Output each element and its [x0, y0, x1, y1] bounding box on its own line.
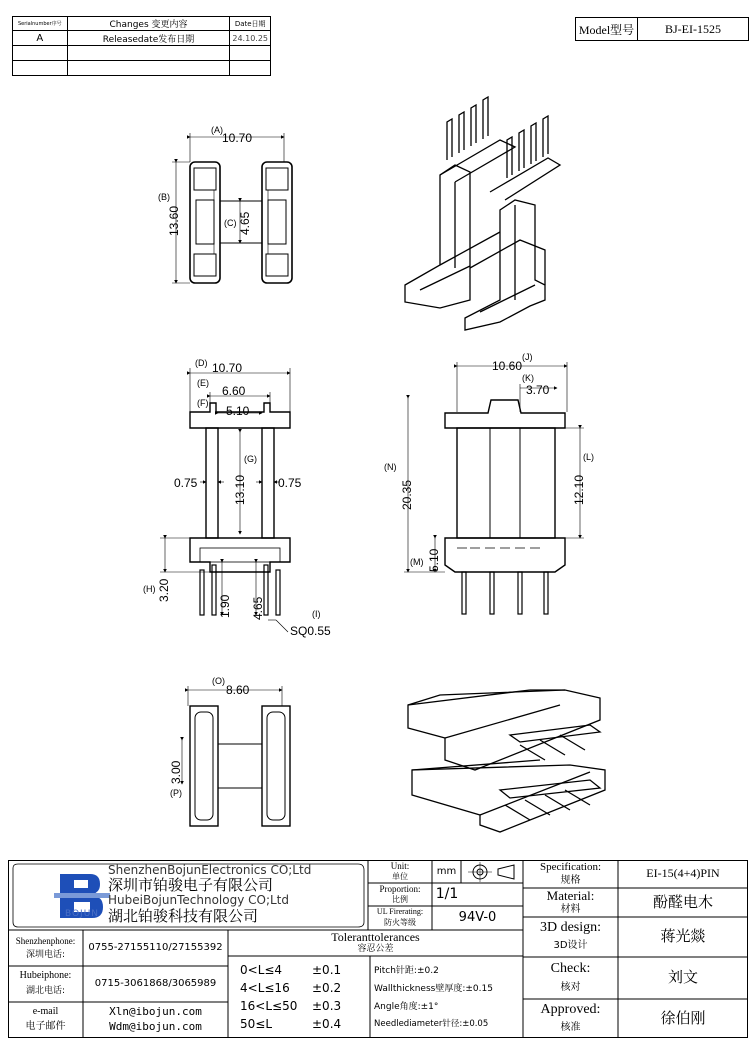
tol-range: 0<L≤4: [240, 963, 283, 978]
dim-C-value: 4.65: [238, 211, 252, 235]
side-view: [404, 362, 584, 614]
design-value: 蒋光燚: [660, 927, 706, 946]
model-label: Model型号: [576, 18, 638, 40]
dim-D-value: 10.70: [212, 361, 243, 375]
material-label-en: Material:: [546, 887, 595, 903]
title-block: [8, 860, 748, 1038]
dim-J-value: 10.60: [492, 359, 523, 373]
rev-header-date: Date日期: [230, 17, 271, 31]
isometric-view-top: [405, 97, 560, 330]
proportion-label-en: Proportion:: [379, 883, 421, 894]
rev-row-date: 24.10.25: [230, 31, 271, 46]
fire-value: 94V-0: [458, 909, 497, 925]
material-value: 酚醛电木: [652, 892, 713, 911]
email-label-en: e-mail: [32, 1006, 59, 1018]
dim-F-label: (F): [197, 398, 209, 408]
dim-F-value: 5.10: [226, 404, 250, 418]
approved-value: 徐伯刚: [660, 1008, 706, 1027]
sz-phone-label-en: Shenzhenphone:: [15, 935, 76, 946]
dim-H-label: (H): [143, 584, 156, 594]
dim-M-label: (M): [410, 557, 424, 567]
isometric-view-bottom: [408, 690, 605, 832]
rev-row-change: Releasedate发布日期: [67, 31, 230, 46]
email-label-cn: 电子邮件: [25, 1021, 66, 1033]
dim-G-label: (G): [244, 454, 257, 464]
dim-wall-right: 0.75: [278, 476, 302, 490]
design-label-cn: 3D设计: [553, 940, 588, 952]
unit-label-cn: 单位: [392, 872, 408, 882]
fire-label-cn: 防火等级: [384, 918, 416, 928]
dim-B-label: (B): [158, 192, 170, 202]
dim-P-label: (P): [170, 788, 182, 798]
dim-C-label: (C): [224, 218, 237, 228]
fire-label-en: UL Firerating:: [376, 907, 424, 917]
approved-label-en: Approved:: [540, 1001, 601, 1017]
hb-phone-label-en: Hubeiphone:: [19, 970, 72, 982]
tol-range: 4<L≤16: [240, 981, 290, 996]
tolerance-title-en: Toleranttolerances: [331, 929, 420, 944]
dim-J-label: (J): [522, 352, 533, 362]
email-2: Wdm@ibojun.com: [109, 1019, 202, 1033]
approved-label-cn: 核准: [560, 1022, 581, 1034]
unit-value: mm: [436, 865, 457, 877]
dim-H-value: 3.20: [157, 578, 171, 602]
top-view: [172, 133, 292, 283]
spec-label-en: Specification:: [539, 861, 602, 874]
proportion-value: 1/1: [435, 886, 459, 903]
dim-N-value: 20.35: [400, 479, 414, 510]
dim-I-label: (I): [312, 609, 321, 619]
check-value: 刘文: [667, 968, 698, 987]
company-cn-1: 深圳市铂骏电子有限公司: [108, 876, 274, 895]
needle-tolerance: Needlediameter针径:±0.05: [374, 1019, 489, 1030]
rev-header-changes: Changes 变更内容: [67, 17, 230, 31]
company-cn-2: 湖北铂骏科技有限公司: [108, 907, 259, 926]
tol-value: ±0.1: [312, 963, 342, 978]
tol-range: 16<L≤50: [240, 999, 298, 1014]
dimension-labels: [143, 125, 594, 798]
pitch-tolerance: Pitch针距:±0.2: [374, 965, 439, 976]
dim-E-value: 6.60: [222, 384, 246, 398]
dim-A-label: (A): [211, 125, 223, 135]
wall-tolerance: Wallthickness壁厚度:±0.15: [374, 983, 493, 994]
unit-label-en: Unit:: [390, 860, 410, 871]
dim-B-value: 13.60: [167, 205, 181, 236]
bottom-view: [182, 686, 290, 826]
dim-O-label: (O): [212, 676, 225, 686]
tolerance-title-cn: 容忍公差: [357, 944, 394, 955]
rev-header-serial: Serialnumber序号: [13, 17, 68, 31]
spec-value: EI-15(4+4)PIN: [646, 866, 720, 881]
sz-phone-value: 0755-27155110/27155392: [88, 942, 223, 954]
front-view: [160, 368, 290, 632]
material-label-cn: 材料: [560, 903, 581, 915]
dim-465: 4.65: [251, 596, 265, 620]
tol-value: ±0.4: [312, 1017, 342, 1032]
tol-value: ±0.2: [312, 981, 342, 996]
dim-K-value: 3.70: [526, 383, 550, 397]
logo-text: BOJUN: [64, 908, 100, 919]
company-en-2: HubeiBojunTechnology CO;Ltd: [108, 893, 289, 908]
check-label-en: Check:: [550, 960, 591, 976]
design-label-en: 3D design:: [539, 919, 602, 935]
dim-P-value: 3.00: [169, 760, 183, 784]
dim-L-value: 12.10: [572, 474, 586, 505]
dim-O-value: 8.60: [226, 683, 250, 697]
spec-label-cn: 规格: [560, 874, 581, 886]
dim-N-label: (N): [384, 462, 397, 472]
proportion-label-cn: 比例: [392, 895, 408, 905]
dim-K-label: (K): [522, 373, 534, 383]
hb-phone-value: 0715-3061868/3065989: [94, 978, 217, 990]
hb-phone-label-cn: 湖北电话:: [25, 985, 66, 996]
dim-M-value: 5.10: [427, 548, 441, 572]
company-en-1: ShenzhenBojunElectronics CO;Ltd: [108, 863, 312, 878]
dim-190: 1.90: [218, 594, 232, 618]
dim-E-label: (E): [197, 378, 209, 388]
dim-wall-left: 0.75: [174, 476, 198, 490]
dim-I-value: SQ0.55: [290, 624, 331, 638]
model-value: BJ-EI-1525: [665, 21, 721, 36]
email-1: Xln@ibojun.com: [109, 1004, 202, 1018]
dim-G-value: 13.10: [233, 474, 247, 505]
sz-phone-label-cn: 深圳电话:: [25, 949, 66, 960]
tol-range: 50≤L: [240, 1017, 273, 1032]
dim-L-label: (L): [583, 452, 594, 462]
rev-row-serial: A: [13, 31, 68, 46]
check-label-cn: 核对: [560, 982, 581, 994]
dim-D-label: (D): [195, 358, 208, 368]
angle-tolerance: Angle角度:±1°: [374, 1001, 439, 1012]
tol-value: ±0.3: [312, 999, 342, 1014]
dim-A-value: 10.70: [222, 131, 253, 145]
